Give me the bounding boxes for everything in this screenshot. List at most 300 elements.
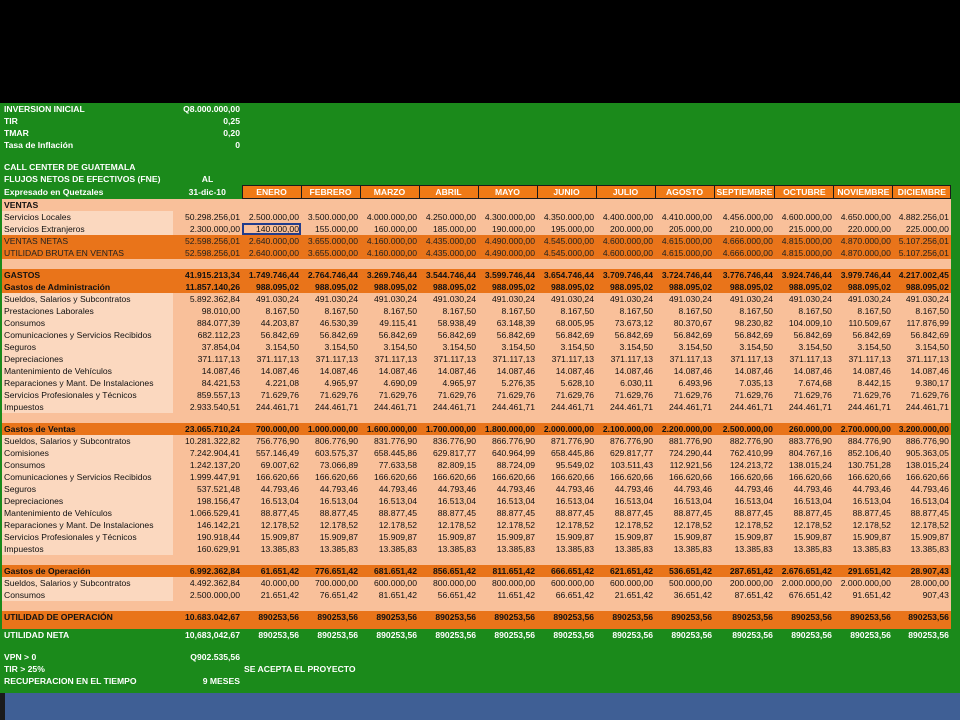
empty-cell[interactable] <box>242 641 301 651</box>
empty-cell[interactable] <box>478 413 537 423</box>
month-header[interactable]: MARZO <box>360 186 419 199</box>
value-cell[interactable]: 80.370,67 <box>655 317 714 329</box>
value-cell[interactable]: 244.461,71 <box>360 401 419 413</box>
value-cell[interactable]: 371.117,13 <box>537 353 596 365</box>
value-cell[interactable]: 12.178,52 <box>596 519 655 531</box>
value-cell[interactable]: 3.154,50 <box>596 341 655 353</box>
flujos-title[interactable]: FLUJOS NETOS DE EFECTIVOS (FNE) <box>2 173 173 186</box>
value-cell[interactable]: 884.077,39 <box>173 317 242 329</box>
value-cell[interactable]: 12.178,52 <box>360 519 419 531</box>
row-label[interactable]: Consumos <box>2 589 173 601</box>
value-cell[interactable]: 16.513,04 <box>893 495 951 507</box>
value-cell[interactable]: 776.651,42 <box>301 565 360 577</box>
value-cell[interactable]: 600.000,00 <box>360 577 419 589</box>
value-cell[interactable]: 890253,56 <box>478 611 537 623</box>
value-cell[interactable]: 10.683.042,67 <box>173 611 242 623</box>
empty-cell[interactable] <box>2 259 173 269</box>
row-label[interactable]: GASTOS <box>2 269 173 281</box>
value-cell[interactable]: 491.030,24 <box>714 293 775 305</box>
empty-cell[interactable] <box>775 259 834 269</box>
value-cell[interactable]: 12.178,52 <box>893 519 951 531</box>
value-cell[interactable]: 88.877,45 <box>893 507 951 519</box>
value-cell[interactable]: 5.107.256,01 <box>893 235 951 247</box>
value-cell[interactable]: 882.776,90 <box>714 435 775 447</box>
value-cell[interactable]: 3.709.746,44 <box>596 269 655 281</box>
value-cell[interactable]: 371.117,13 <box>893 353 951 365</box>
value-cell[interactable]: 890253,56 <box>242 611 301 623</box>
value-cell[interactable]: 890253,56 <box>419 629 478 641</box>
row-label[interactable]: Gastos de Ventas <box>2 423 173 435</box>
empty-cell[interactable] <box>893 641 951 651</box>
value-cell[interactable]: 8.167,50 <box>714 305 775 317</box>
value-cell[interactable]: 15.909,87 <box>596 531 655 543</box>
value-cell[interactable]: 88.877,45 <box>360 507 419 519</box>
value-cell[interactable]: 629.817,77 <box>596 447 655 459</box>
selected-cell[interactable]: 140.000,00 <box>242 223 301 235</box>
empty-cell[interactable] <box>714 641 775 651</box>
value-cell[interactable]: 700.000,00 <box>242 423 301 435</box>
value-cell[interactable]: 905.363,05 <box>893 447 951 459</box>
value-cell[interactable]: 4.666.000,00 <box>714 247 775 259</box>
empty-cell[interactable] <box>301 199 360 212</box>
value-cell[interactable]: 195.000,00 <box>537 223 596 235</box>
value-cell[interactable]: 6.030,11 <box>596 377 655 389</box>
value-cell[interactable]: 371.117,13 <box>301 353 360 365</box>
value-cell[interactable]: 14.087,46 <box>419 365 478 377</box>
value-cell[interactable]: 3.269.746,44 <box>360 269 419 281</box>
value-cell[interactable]: 890253,56 <box>596 629 655 641</box>
value-cell[interactable]: 3.544.746,44 <box>419 269 478 281</box>
value-cell[interactable]: 3.154,50 <box>655 341 714 353</box>
value-cell[interactable]: 49.115,41 <box>360 317 419 329</box>
value-cell[interactable]: 3.154,50 <box>714 341 775 353</box>
value-cell[interactable]: 890253,56 <box>893 629 951 641</box>
value-cell[interactable]: 63.148,39 <box>478 317 537 329</box>
value-cell[interactable]: 44.793,46 <box>655 483 714 495</box>
value-cell[interactable]: 4.160.000,00 <box>360 247 419 259</box>
value-cell[interactable]: 14.087,46 <box>360 365 419 377</box>
empty-cell[interactable] <box>2 413 173 423</box>
value-cell[interactable]: 13.385,83 <box>775 543 834 555</box>
value-cell[interactable]: 2.300.000,00 <box>173 223 242 235</box>
value-cell[interactable]: 4.882.256,01 <box>893 211 951 223</box>
value-cell[interactable]: 166.620,66 <box>596 471 655 483</box>
empty-cell[interactable] <box>655 601 714 611</box>
empty-cell[interactable] <box>655 151 714 161</box>
value-cell[interactable]: 371.117,13 <box>834 353 893 365</box>
value-cell[interactable]: 491.030,24 <box>893 293 951 305</box>
empty-cell[interactable] <box>478 651 951 663</box>
month-header[interactable]: SEPTIEMBRE <box>714 186 775 199</box>
value-cell[interactable]: 4.350.000,00 <box>537 211 596 223</box>
value-cell[interactable]: 11.857.140,26 <box>173 281 242 293</box>
value-cell[interactable]: 536.651,42 <box>655 565 714 577</box>
empty-cell[interactable] <box>714 555 775 565</box>
empty-cell[interactable] <box>714 199 775 212</box>
value-cell[interactable]: 198.156,47 <box>173 495 242 507</box>
value-cell[interactable]: 12.178,52 <box>834 519 893 531</box>
value-cell[interactable]: 4.615.000,00 <box>655 247 714 259</box>
value-cell[interactable]: 666.651,42 <box>537 565 596 577</box>
value-cell[interactable]: 71.629,76 <box>478 389 537 401</box>
value-cell[interactable]: 71.629,76 <box>360 389 419 401</box>
value-cell[interactable]: 244.461,71 <box>893 401 951 413</box>
row-label[interactable]: Sueldos, Salarios y Subcontratos <box>2 577 173 589</box>
value-cell[interactable]: 4.690,09 <box>360 377 419 389</box>
value-cell[interactable]: 88.877,45 <box>478 507 537 519</box>
value-cell[interactable]: 988.095,02 <box>537 281 596 293</box>
value-cell[interactable]: 3.154,50 <box>301 341 360 353</box>
empty-cell[interactable] <box>173 161 242 173</box>
value-cell[interactable]: 621.651,42 <box>596 565 655 577</box>
value-cell[interactable]: 44.793,46 <box>301 483 360 495</box>
value-cell[interactable]: 876.776,90 <box>596 435 655 447</box>
row-label[interactable]: Seguros <box>2 341 173 353</box>
value-cell[interactable]: 10,683,042,67 <box>173 629 242 641</box>
value-cell[interactable]: 1.000.000,00 <box>301 423 360 435</box>
value-cell[interactable]: 14.087,46 <box>301 365 360 377</box>
value-cell[interactable]: 56.842,69 <box>596 329 655 341</box>
value-cell[interactable]: 3.655.000,00 <box>301 235 360 247</box>
value-cell[interactable]: 371.117,13 <box>655 353 714 365</box>
empty-cell[interactable] <box>242 139 951 151</box>
value-cell[interactable]: 500.000,00 <box>655 577 714 589</box>
value-cell[interactable]: 4.545.000,00 <box>537 247 596 259</box>
empty-cell[interactable] <box>775 413 834 423</box>
value-cell[interactable]: 56.842,69 <box>775 329 834 341</box>
value-cell[interactable]: 8.167,50 <box>775 305 834 317</box>
row-label[interactable]: UTILIDAD BRUTA EN VENTAS <box>2 247 173 259</box>
month-header[interactable]: MAYO <box>478 186 537 199</box>
value-cell[interactable]: 13.385,83 <box>893 543 951 555</box>
value-cell[interactable]: 44.793,46 <box>893 483 951 495</box>
value-cell[interactable]: 14.087,46 <box>537 365 596 377</box>
value-cell[interactable]: 3.154,50 <box>360 341 419 353</box>
value-cell[interactable]: 13.385,83 <box>360 543 419 555</box>
value-cell[interactable]: 88.877,45 <box>714 507 775 519</box>
month-header[interactable]: FEBRERO <box>301 186 360 199</box>
value-cell[interactable]: 1.600.000,00 <box>360 423 419 435</box>
value-cell[interactable]: 46.530,39 <box>301 317 360 329</box>
empty-cell[interactable] <box>655 413 714 423</box>
empty-cell[interactable] <box>173 641 242 651</box>
empty-cell[interactable] <box>834 199 893 212</box>
value-cell[interactable]: 491.030,24 <box>301 293 360 305</box>
value-cell[interactable]: 886.776,90 <box>893 435 951 447</box>
value-cell[interactable]: 124.213,72 <box>714 459 775 471</box>
input-label[interactable]: Tasa de Inflación <box>2 139 173 151</box>
input-label[interactable]: TIR <box>2 115 173 127</box>
value-cell[interactable]: 2.500.000,00 <box>714 423 775 435</box>
summary-note[interactable] <box>242 675 478 687</box>
value-cell[interactable]: 836.776,90 <box>419 435 478 447</box>
value-cell[interactable]: 811.651,42 <box>478 565 537 577</box>
summary-label[interactable]: RECUPERACION EN EL TIEMPO <box>2 675 173 687</box>
empty-cell[interactable] <box>173 259 242 269</box>
row-label[interactable]: Gastos de Operación <box>2 565 173 577</box>
value-cell[interactable]: 244.461,71 <box>775 401 834 413</box>
value-cell[interactable]: 15.909,87 <box>419 531 478 543</box>
value-cell[interactable]: 166.620,66 <box>834 471 893 483</box>
month-header[interactable]: DICIEMBRE <box>893 186 951 199</box>
empty-cell[interactable] <box>537 259 596 269</box>
row-label[interactable]: Comunicaciones y Servicios Recibidos <box>2 471 173 483</box>
value-cell[interactable]: 103.511,43 <box>596 459 655 471</box>
value-cell[interactable]: 4.666.000,00 <box>714 235 775 247</box>
value-cell[interactable]: 8.167,50 <box>242 305 301 317</box>
empty-cell[interactable] <box>714 601 775 611</box>
row-label[interactable]: Prestaciones Laborales <box>2 305 173 317</box>
value-cell[interactable]: 4.490.000,00 <box>478 247 537 259</box>
empty-cell[interactable] <box>242 555 301 565</box>
summary-value[interactable] <box>173 663 242 675</box>
value-cell[interactable]: 13.385,83 <box>714 543 775 555</box>
value-cell[interactable]: 40.000,00 <box>242 577 301 589</box>
value-cell[interactable]: 220.000,00 <box>834 223 893 235</box>
empty-cell[interactable] <box>655 641 714 651</box>
value-cell[interactable]: 1.700.000,00 <box>419 423 478 435</box>
empty-cell[interactable] <box>173 199 242 212</box>
empty-cell[interactable] <box>775 199 834 212</box>
value-cell[interactable]: 988.095,02 <box>596 281 655 293</box>
empty-cell[interactable] <box>2 601 173 611</box>
value-cell[interactable]: 21.651,42 <box>596 589 655 601</box>
value-cell[interactable]: 890253,56 <box>596 611 655 623</box>
value-cell[interactable]: 890253,56 <box>655 629 714 641</box>
month-header[interactable]: ENERO <box>242 186 301 199</box>
value-cell[interactable]: 73.673,12 <box>596 317 655 329</box>
value-cell[interactable]: 890253,56 <box>775 611 834 623</box>
value-cell[interactable]: 4.545.000,00 <box>537 235 596 247</box>
value-cell[interactable]: 4.221,08 <box>242 377 301 389</box>
empty-cell[interactable] <box>242 173 951 186</box>
empty-cell[interactable] <box>537 413 596 423</box>
empty-cell[interactable] <box>478 675 951 687</box>
value-cell[interactable]: 8.167,50 <box>596 305 655 317</box>
value-cell[interactable]: 3.655.000,00 <box>301 247 360 259</box>
empty-cell[interactable] <box>242 151 301 161</box>
value-cell[interactable]: 8.167,50 <box>655 305 714 317</box>
value-cell[interactable]: 988.095,02 <box>893 281 951 293</box>
value-cell[interactable]: 260.000,00 <box>775 423 834 435</box>
value-cell[interactable]: 8.167,50 <box>419 305 478 317</box>
row-label[interactable]: Servicios Locales <box>2 211 173 223</box>
value-cell[interactable]: 44.793,46 <box>834 483 893 495</box>
value-cell[interactable]: 68.005,95 <box>537 317 596 329</box>
value-cell[interactable]: 12.178,52 <box>775 519 834 531</box>
value-cell[interactable]: 12.178,52 <box>478 519 537 531</box>
value-cell[interactable]: 491.030,24 <box>419 293 478 305</box>
value-cell[interactable]: 988.095,02 <box>775 281 834 293</box>
row-label[interactable]: Comunicaciones y Servicios Recibidos <box>2 329 173 341</box>
row-label[interactable]: Servicios Profesionales y Técnicos <box>2 531 173 543</box>
row-label[interactable]: Impuestos <box>2 401 173 413</box>
date-label[interactable]: 31-dic-10 <box>173 186 242 199</box>
value-cell[interactable]: 491.030,24 <box>478 293 537 305</box>
value-cell[interactable]: 44.203,87 <box>242 317 301 329</box>
value-cell[interactable]: 166.620,66 <box>775 471 834 483</box>
value-cell[interactable]: 3.924.746,44 <box>775 269 834 281</box>
empty-cell[interactable] <box>655 199 714 212</box>
empty-cell[interactable] <box>242 127 951 139</box>
value-cell[interactable]: 190.918,44 <box>173 531 242 543</box>
value-cell[interactable]: 244.461,71 <box>834 401 893 413</box>
value-cell[interactable]: 4.600.000,00 <box>596 235 655 247</box>
row-label[interactable]: Comisiones <box>2 447 173 459</box>
value-cell[interactable]: 77.633,58 <box>360 459 419 471</box>
month-header[interactable]: JUNIO <box>537 186 596 199</box>
value-cell[interactable]: 603.575,37 <box>301 447 360 459</box>
value-cell[interactable]: 1.999.447,91 <box>173 471 242 483</box>
value-cell[interactable]: 491.030,24 <box>360 293 419 305</box>
value-cell[interactable]: 215.000,00 <box>775 223 834 235</box>
value-cell[interactable]: 50.298.256,01 <box>173 211 242 223</box>
value-cell[interactable]: 988.095,02 <box>834 281 893 293</box>
empty-cell[interactable] <box>419 151 478 161</box>
value-cell[interactable]: 4.650.000,00 <box>834 211 893 223</box>
value-cell[interactable]: 371.117,13 <box>419 353 478 365</box>
value-cell[interactable]: 2.640.000,00 <box>242 247 301 259</box>
empty-cell[interactable] <box>478 259 537 269</box>
empty-cell[interactable] <box>360 413 419 423</box>
value-cell[interactable]: 884.776,90 <box>834 435 893 447</box>
summary-label[interactable]: VPN > 0 <box>2 651 173 663</box>
value-cell[interactable]: 724.290,44 <box>655 447 714 459</box>
summary-value[interactable]: 9 MESES <box>173 675 242 687</box>
value-cell[interactable]: 244.461,71 <box>242 401 301 413</box>
empty-cell[interactable] <box>596 555 655 565</box>
value-cell[interactable]: 117.876,99 <box>893 317 951 329</box>
value-cell[interactable]: 8.167,50 <box>360 305 419 317</box>
value-cell[interactable]: 1.066.529,41 <box>173 507 242 519</box>
value-cell[interactable]: 10.281.322,82 <box>173 435 242 447</box>
al-label[interactable]: AL <box>173 173 242 186</box>
empty-cell[interactable] <box>419 641 478 651</box>
empty-cell[interactable] <box>655 555 714 565</box>
value-cell[interactable]: 82.809,15 <box>419 459 478 471</box>
value-cell[interactable]: 166.620,66 <box>419 471 478 483</box>
value-cell[interactable]: 7.242.904,41 <box>173 447 242 459</box>
empty-cell[interactable] <box>714 151 775 161</box>
value-cell[interactable]: 88.877,45 <box>537 507 596 519</box>
input-label[interactable]: TMAR <box>2 127 173 139</box>
value-cell[interactable]: 658.445,86 <box>360 447 419 459</box>
value-cell[interactable]: 890253,56 <box>537 629 596 641</box>
value-cell[interactable]: 640.964,99 <box>478 447 537 459</box>
value-cell[interactable]: 166.620,66 <box>478 471 537 483</box>
value-cell[interactable]: 8.167,50 <box>893 305 951 317</box>
row-label[interactable]: UTILIDAD NETA <box>2 629 173 641</box>
value-cell[interactable]: 8.167,50 <box>301 305 360 317</box>
empty-cell[interactable] <box>596 199 655 212</box>
value-cell[interactable]: 491.030,24 <box>834 293 893 305</box>
value-cell[interactable]: 16.513,04 <box>537 495 596 507</box>
value-cell[interactable]: 988.095,02 <box>478 281 537 293</box>
value-cell[interactable]: 16.513,04 <box>775 495 834 507</box>
value-cell[interactable]: 69.007,62 <box>242 459 301 471</box>
value-cell[interactable]: 491.030,24 <box>775 293 834 305</box>
value-cell[interactable]: 4.870.000,00 <box>834 247 893 259</box>
value-cell[interactable]: 56.842,69 <box>419 329 478 341</box>
value-cell[interactable]: 831.776,90 <box>360 435 419 447</box>
value-cell[interactable]: 4.815.000,00 <box>775 247 834 259</box>
value-cell[interactable]: 88.877,45 <box>655 507 714 519</box>
value-cell[interactable]: 2.000.000,00 <box>834 577 893 589</box>
value-cell[interactable]: 856.651,42 <box>419 565 478 577</box>
value-cell[interactable]: 890253,56 <box>301 611 360 623</box>
value-cell[interactable]: 28.000,00 <box>893 577 951 589</box>
value-cell[interactable]: 8.167,50 <box>537 305 596 317</box>
value-cell[interactable]: 890253,56 <box>360 629 419 641</box>
empty-cell[interactable] <box>537 601 596 611</box>
empty-cell[interactable] <box>173 601 242 611</box>
value-cell[interactable]: 84.421,53 <box>173 377 242 389</box>
row-label[interactable]: Servicios Extranjeros <box>2 223 173 235</box>
row-label[interactable]: Depreciaciones <box>2 495 173 507</box>
value-cell[interactable]: 4.435.000,00 <box>419 247 478 259</box>
value-cell[interactable]: 56.651,42 <box>419 589 478 601</box>
value-cell[interactable]: 13.385,83 <box>301 543 360 555</box>
value-cell[interactable]: 491.030,24 <box>242 293 301 305</box>
empty-cell[interactable] <box>478 199 537 212</box>
value-cell[interactable]: 71.629,76 <box>834 389 893 401</box>
value-cell[interactable]: 371.117,13 <box>775 353 834 365</box>
value-cell[interactable]: 110.509,67 <box>834 317 893 329</box>
input-value[interactable]: Q8.000.000,00 <box>173 103 242 115</box>
value-cell[interactable]: 61.651,42 <box>242 565 301 577</box>
value-cell[interactable]: 16.513,04 <box>478 495 537 507</box>
value-cell[interactable]: 56.842,69 <box>360 329 419 341</box>
empty-cell[interactable] <box>242 115 951 127</box>
empty-cell[interactable] <box>893 259 951 269</box>
empty-cell[interactable] <box>775 641 834 651</box>
empty-cell[interactable] <box>775 601 834 611</box>
value-cell[interactable]: 15.909,87 <box>893 531 951 543</box>
value-cell[interactable]: 16.513,04 <box>714 495 775 507</box>
input-value[interactable]: 0 <box>173 139 242 151</box>
value-cell[interactable]: 537.521,48 <box>173 483 242 495</box>
empty-cell[interactable] <box>775 555 834 565</box>
row-label[interactable]: Reparaciones y Mant. De Instalaciones <box>2 377 173 389</box>
value-cell[interactable]: 806.776,90 <box>301 435 360 447</box>
value-cell[interactable]: 58.938,49 <box>419 317 478 329</box>
value-cell[interactable]: 907,43 <box>893 589 951 601</box>
empty-cell[interactable] <box>596 641 655 651</box>
value-cell[interactable]: 3.154,50 <box>537 341 596 353</box>
value-cell[interactable]: 491.030,24 <box>537 293 596 305</box>
value-cell[interactable]: 13.385,83 <box>596 543 655 555</box>
value-cell[interactable]: 3.724.746,44 <box>655 269 714 281</box>
value-cell[interactable]: 36.651,42 <box>655 589 714 601</box>
row-label[interactable]: Gastos de Administración <box>2 281 173 293</box>
value-cell[interactable]: 291.651,42 <box>834 565 893 577</box>
row-label[interactable]: VENTAS NETAS <box>2 235 173 247</box>
value-cell[interactable]: 244.461,71 <box>478 401 537 413</box>
empty-cell[interactable] <box>893 151 951 161</box>
value-cell[interactable]: 15.909,87 <box>714 531 775 543</box>
row-label[interactable]: Sueldos, Salarios y Subcontratos <box>2 435 173 447</box>
value-cell[interactable]: 8.167,50 <box>834 305 893 317</box>
value-cell[interactable]: 73.066,89 <box>301 459 360 471</box>
value-cell[interactable]: 2.700.000,00 <box>834 423 893 435</box>
value-cell[interactable]: 600.000,00 <box>596 577 655 589</box>
value-cell[interactable]: 2.933.540,51 <box>173 401 242 413</box>
empty-cell[interactable] <box>834 601 893 611</box>
value-cell[interactable]: 2.500.000,00 <box>242 211 301 223</box>
month-header[interactable]: NOVIEMBRE <box>834 186 893 199</box>
empty-cell[interactable] <box>2 641 173 651</box>
value-cell[interactable]: 4.217.002,45 <box>893 269 951 281</box>
